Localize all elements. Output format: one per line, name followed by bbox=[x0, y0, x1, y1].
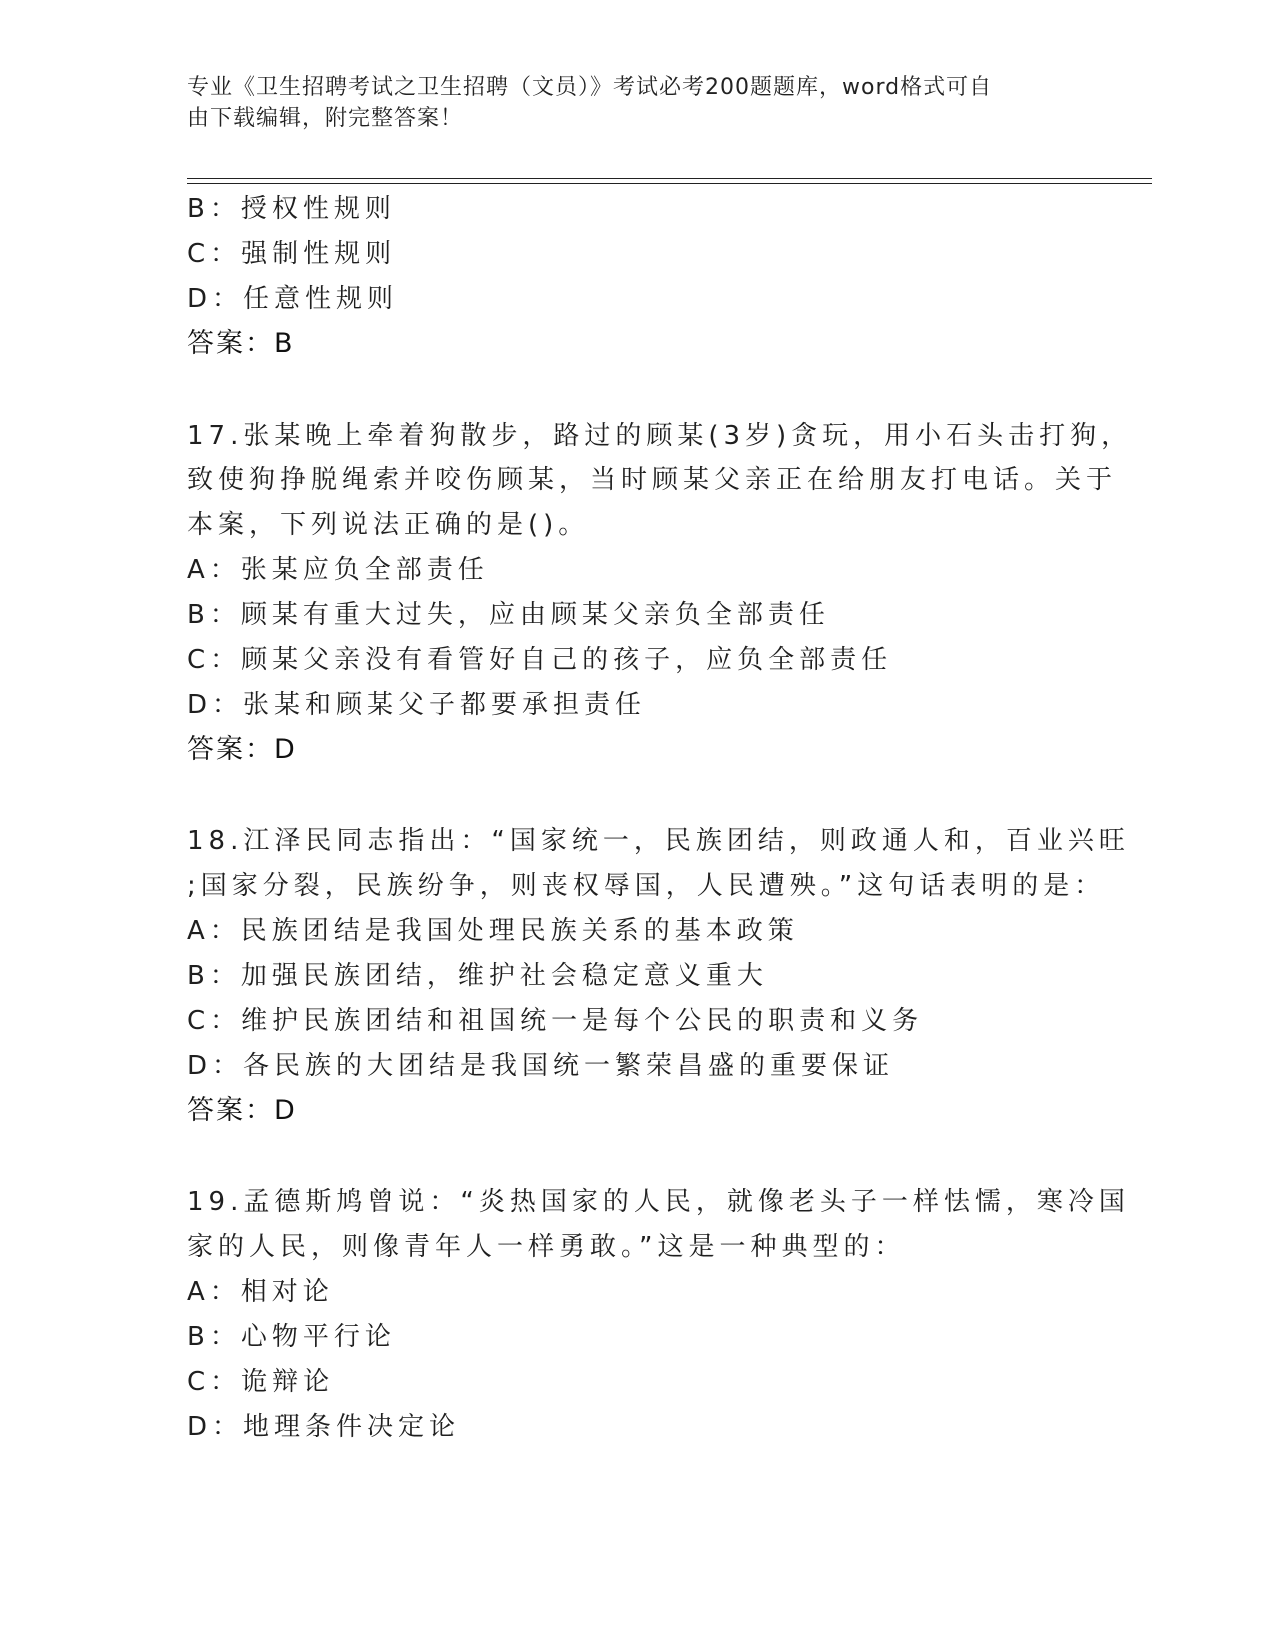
q19-option-d: D：地理条件决定论 bbox=[187, 1412, 461, 1442]
q16-option-d: D：任意性规则 bbox=[187, 284, 399, 314]
q19-stem-line-2: 家的人民，则像青年人一样勇敢。”这是一种典型的： bbox=[187, 1232, 906, 1262]
header-rule-top bbox=[187, 178, 1152, 179]
q19-stem-line-1: 19.孟德斯鸠曾说：“炎热国家的人民，就像老头子一样怯懦，寒冷国 bbox=[187, 1187, 1130, 1217]
q16-option-b: B：授权性规则 bbox=[187, 194, 396, 224]
header-line-2: 由下载编辑，附完整答案！ bbox=[187, 106, 464, 131]
q18-option-c: C：维护民族团结和祖国统一是每个公民的职责和义务 bbox=[187, 1006, 924, 1036]
q17-stem-line-2: 致使狗挣脱绳索并咬伤顾某，当时顾某父亲正在给朋友打电话。关于 bbox=[187, 465, 1118, 495]
q19-option-b: B：心物平行论 bbox=[187, 1322, 396, 1352]
document-header bbox=[187, 72, 1087, 134]
q18-option-b: B：加强民族团结，维护社会稳定意义重大 bbox=[187, 961, 768, 991]
q18-option-a: A：民族团结是我国处理民族关系的基本政策 bbox=[187, 916, 799, 946]
q17-option-d: D：张某和顾某父子都要承担责任 bbox=[187, 690, 647, 720]
q17-option-c: C：顾某父亲没有看管好自己的孩子，应负全部责任 bbox=[187, 645, 893, 675]
header-line-1: 专业《卫生招聘考试之卫生招聘（文员）》考试必考200题题库，word格式可自 bbox=[187, 75, 993, 100]
q17-stem-line-3: 本案，下列说法正确的是()。 bbox=[187, 510, 590, 540]
q19-option-c: C：诡辩论 bbox=[187, 1367, 335, 1397]
q18-stem-line-2: ;国家分裂，民族纷争，则丧权辱国，人民遭殃。”这句话表明的是： bbox=[187, 871, 1106, 901]
header-rule-bottom bbox=[187, 183, 1152, 184]
q16-option-c: C：强制性规则 bbox=[187, 239, 397, 269]
q17-stem-line-1: 17.张某晚上牵着狗散步，路过的顾某(3岁)贪玩，用小石头击打狗， bbox=[187, 421, 1133, 451]
q17-option-a: A：张某应负全部责任 bbox=[187, 555, 489, 585]
q19-option-a: A：相对论 bbox=[187, 1277, 334, 1307]
q18-answer: 答案：D bbox=[187, 1095, 297, 1126]
q17-answer: 答案：D bbox=[187, 734, 297, 765]
q17-option-b: B：顾某有重大过失，应由顾某父亲负全部责任 bbox=[187, 600, 830, 630]
q18-stem-line-1: 18.江泽民同志指出：“国家统一，民族团结，则政通人和，百业兴旺 bbox=[187, 826, 1130, 856]
q16-answer: 答案：B bbox=[187, 328, 295, 359]
q18-option-d: D：各民族的大团结是我国统一繁荣昌盛的重要保证 bbox=[187, 1051, 895, 1081]
